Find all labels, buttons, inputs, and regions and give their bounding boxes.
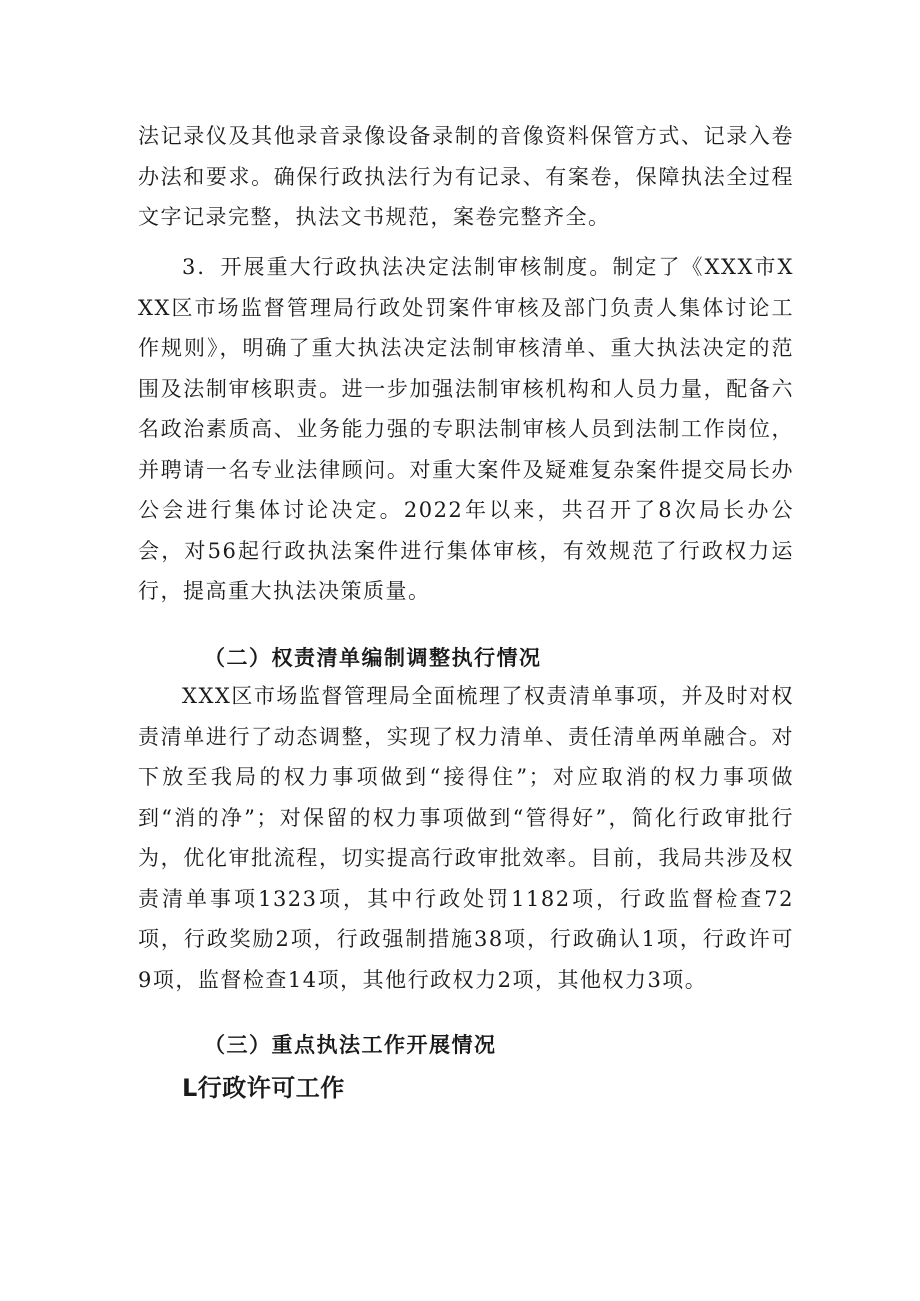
sub-heading-administrative-licensing: L行政许可工作 (182, 1074, 345, 1102)
paragraph-legal-review-system (138, 247, 794, 612)
section-heading-key-enforcement: （三）重点执法工作开展情况 (204, 1032, 497, 1057)
paragraph-legal-review-text: 3．开展重大行政执法决定法制审核制度。制定了《XXX市XXX区市场监督管理局行政处罚案件审核及部门负责人集体讨论工作规则》，明确了重大执法决定法制审核清单、重大执法决定的范围及法制审核职责。进一步加强法制审核机构和人员力量，配备六名政治素质高、业务能力强的专职法制审核人员到法制工作岗位，并聘请一名专业法律顾问。对重大案件及疑难复杂案件提交局长办公会进行集体讨论决定。2022年以来，共召开了8次局长办公会，对56起行政执法案件进行集体审核，有效规范了行政权力运行，提高重大执法决策质量。 (138, 255, 794, 603)
section-heading-power-list: （二）权责清单编制调整执行情况 (204, 645, 542, 670)
paragraph-power-list-adjustment (138, 676, 794, 1000)
paragraph-recording-archives: 法记录仪及其他录音录像设备录制的音像资料保管方式、记录入卷办法和要求。确保行政执法行为有记录、有案卷，保障执法全过程文字记录完整，执法文书规范，案卷完整齐全。 (138, 124, 794, 229)
paragraph-power-list-text: XXX区市场监督管理局全面梳理了权责清单事项，并及时对权责清单进行了动态调整，实现了权力清单、责任清单两单融合。对下放至我局的权力事项做到“接得住”；对应取消的权力事项做到“消的净”；对保留的权力事项做到“管得好”，简化行政审批行为，优化审批流程，切实提高行政审批效率。目前，我局共涉及权责清单事项1323项，其中行政处罚1182项，行政监督检查72项，行政奖励2项，行政强制措施38项，行政确认1项，行政许可9项，监督检查14项，其他行政权力2项，其他权力3项。 (138, 684, 794, 992)
